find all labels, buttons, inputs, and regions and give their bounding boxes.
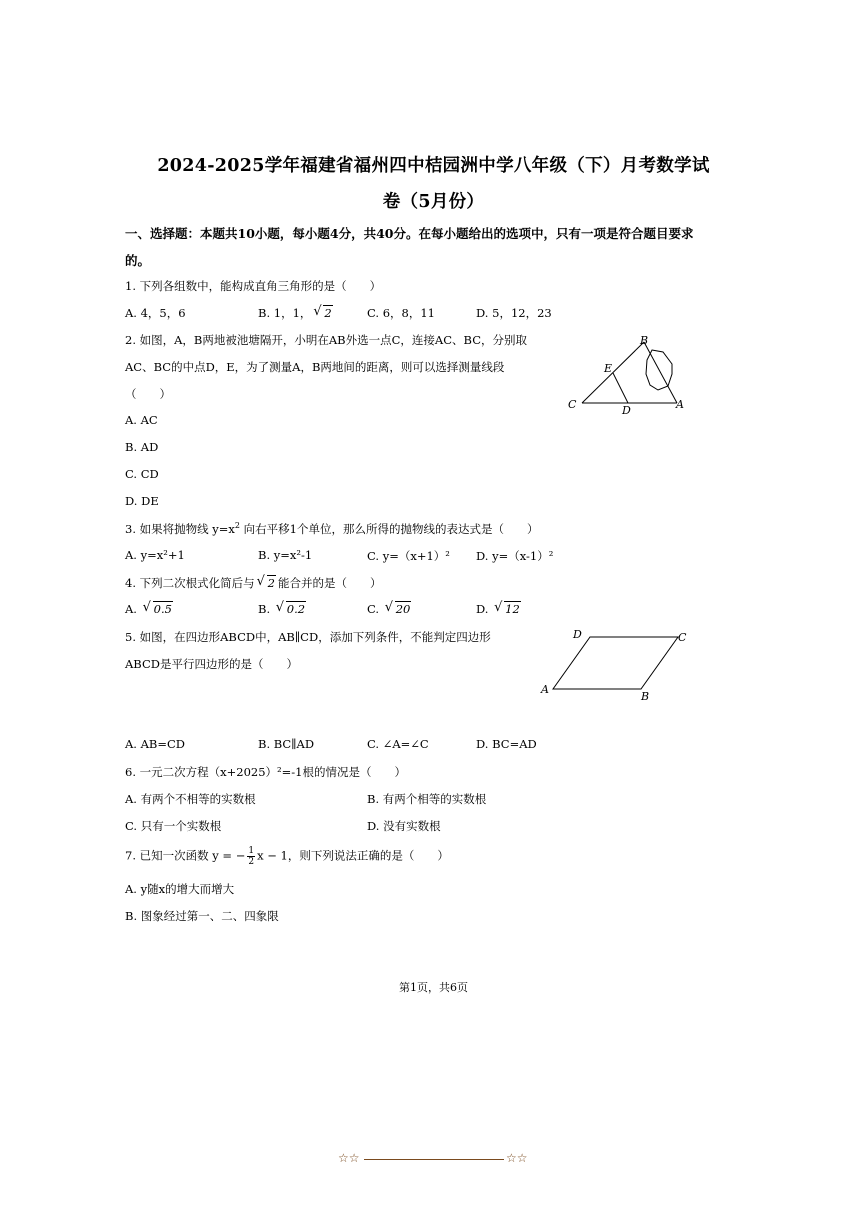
q5-option-a: A. AB=CD <box>125 737 186 751</box>
q4-option-b <box>258 602 308 616</box>
q2-option-a: A. AC <box>125 413 158 427</box>
q3-stem-b: 向右平移1个单位，那么所得的抛物线的表达式是（ ） <box>240 522 539 536</box>
q1-option-b-prefix: B. 1，1， <box>258 306 312 320</box>
parallelogram-abcd <box>553 637 678 689</box>
q4-option-c-root: 20 <box>395 602 411 616</box>
q1-option-b-root: 2 <box>324 306 332 320</box>
q1-option-a: A. 4，5，6 <box>125 306 186 320</box>
label-a: A <box>541 683 549 696</box>
section-heading: 一、选择题：本题共10小题，每小题4分，共40分。在每小题给出的选项中，只有一项是符合题目要求 <box>125 226 694 241</box>
q4-stem-b: 能合并的是（ ） <box>277 576 382 590</box>
fraction-denominator: 2 <box>248 857 255 867</box>
q4-option-d <box>476 602 523 616</box>
q5-parallelogram-figure <box>535 624 695 704</box>
star-right-icon: ☆☆ <box>506 1151 528 1165</box>
q7-stem <box>125 846 449 867</box>
fraction-numerator: 1 <box>248 846 255 856</box>
decorative-ornament <box>338 1151 530 1167</box>
sqrt-symbol: √ 12 <box>494 600 520 616</box>
q3-stem <box>125 521 538 537</box>
q4-option-c-label: C. <box>367 602 380 616</box>
exam-title-line2: 卷（5月份） <box>382 192 485 212</box>
q4-stem-a: 4. 下列二次根式化简后与 <box>125 576 255 590</box>
q5-line2: ABCD是平行四边形的是（ ） <box>125 657 298 671</box>
fraction <box>247 846 255 867</box>
q6-stem: 6. 一元二次方程（x+2025）²=-1根的情况是（ ） <box>125 765 406 779</box>
q4-option-d-root: 12 <box>505 602 520 616</box>
q3-stem-a: 3. 如果将抛物线 y=x <box>125 522 235 536</box>
q4-stem <box>125 575 381 591</box>
sqrt-symbol: √ 2 <box>256 574 275 590</box>
q5-option-d: D. BC=AD <box>476 737 537 751</box>
label-d: D <box>622 404 631 417</box>
sqrt-symbol: √ 2 <box>313 304 332 320</box>
q2-option-c: C. CD <box>125 467 159 481</box>
q7-option-b: B. 图象经过第一、二、四象限 <box>125 909 279 923</box>
q1-option-d: D. 5，12，23 <box>476 306 552 320</box>
q7-stem-b: x − 1，则下列说法正确的是（ ） <box>257 848 449 863</box>
q2-line1: 2. 如图，A，B两地被池塘隔开，小明在AB外选一点C，连接AC、BC，分别取 <box>125 333 528 347</box>
q4-option-b-root: 0.2 <box>286 602 306 616</box>
q4-option-b-label: B. <box>258 602 271 616</box>
q1-option-c: C. 6，8，11 <box>367 306 435 320</box>
label-a: A <box>676 398 684 411</box>
sqrt-symbol: √ 20 <box>384 600 411 616</box>
q7-stem-a: 7. 已知一次函数 y = − <box>125 848 246 863</box>
page-footer: 第1页，共6页 <box>399 981 468 994</box>
q4-option-c <box>367 602 413 616</box>
q1-option-b <box>258 305 335 321</box>
q3-option-b: B. y=x²-1 <box>258 548 313 562</box>
ornament-line <box>364 1159 504 1160</box>
q7-option-a: A. y随x的增大而增大 <box>125 882 235 896</box>
star-left-icon: ☆☆ <box>338 1151 360 1165</box>
label-c: C <box>568 398 577 411</box>
q5-line1: 5. 如图，在四边形ABCD中，AB∥CD，添加下列条件，不能判定四边形 <box>125 630 491 644</box>
q2-option-b: B. AD <box>125 440 159 454</box>
section-heading-cont: 的。 <box>125 253 151 268</box>
q3-option-c: C. y=（x+1）² <box>367 549 450 563</box>
q3-option-d: D. y=（x-1）² <box>476 549 554 563</box>
label-e: E <box>604 362 613 375</box>
segment-ed <box>613 373 628 403</box>
label-c: C <box>678 631 687 644</box>
q2-line3: （ ） <box>125 387 171 401</box>
label-d: D <box>573 628 582 641</box>
q4-option-a-label: A. <box>125 602 137 616</box>
label-b: B <box>640 334 649 347</box>
q6-option-a: A. 有两个不相等的实数根 <box>125 792 256 806</box>
q4-option-d-label: D. <box>476 602 489 616</box>
q4-option-a-root: 0.5 <box>153 602 172 616</box>
q2-line2: AC、BC的中点D，E，为了测量A，B两地间的距离，则可以选择测量线段 <box>125 360 505 374</box>
q1-stem: 1. 下列各组数中，能构成直角三角形的是（ ） <box>125 279 382 293</box>
q6-option-b: B. 有两个相等的实数根 <box>367 792 487 806</box>
sqrt-symbol: √ 0.2 <box>275 600 306 616</box>
q6-option-c: C. 只有一个实数根 <box>125 819 222 833</box>
q4-option-a <box>125 602 175 616</box>
q2-pond-figure <box>560 330 700 420</box>
q5-option-c: C. ∠A=∠C <box>367 737 429 751</box>
sqrt-symbol: √ 0.5 <box>142 600 172 616</box>
q3-option-a: A. y=x²+1 <box>125 548 185 562</box>
q2-option-d: D. DE <box>125 494 159 508</box>
q6-option-d: D. 没有实数根 <box>367 819 441 833</box>
q3-superscript: 2 <box>234 521 240 531</box>
exam-title-line1: 2024-2025学年福建省福州四中桔园洲中学八年级（下）月考数学试 <box>157 156 710 176</box>
label-b: B <box>641 690 650 703</box>
q5-option-b: B. BC∥AD <box>258 737 315 751</box>
q4-stem-root: 2 <box>267 576 275 590</box>
segment-cb <box>582 342 644 403</box>
